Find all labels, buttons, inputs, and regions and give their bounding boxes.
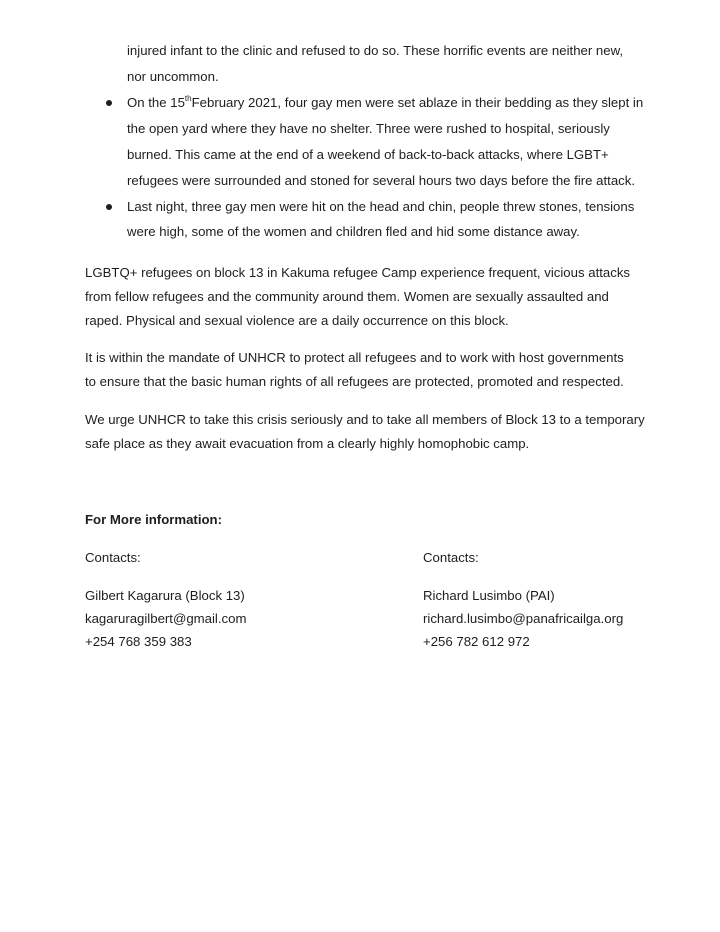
contacts-label: Contacts:	[85, 550, 141, 565]
paragraph-line: to ensure that the basic human rights of all refugees are protected, promoted and respected.	[85, 374, 624, 389]
bullet-text-suffix: February 2021, four gay men were set ablaze in their bedding as they slept in	[191, 95, 644, 110]
contact-email[interactable]: kagaruragilbert@gmail.com	[85, 611, 247, 626]
more-info-heading: For More information:	[85, 512, 222, 527]
bullet-item-line: refugees were surrounded and stoned for several hours two days before the fire attack.	[127, 173, 636, 188]
contacts-label: Contacts:	[423, 550, 479, 565]
paragraph-line: raped. Physical and sexual violence are a daily occurrence on this block.	[85, 313, 509, 328]
paragraph-line: safe place as they await evacuation from a clearly highly homophobic camp.	[85, 436, 530, 451]
ordinal-superscript: th	[184, 94, 192, 103]
contact-phone: +254 768 359 383	[85, 634, 192, 649]
contact-phone: +256 782 612 972	[423, 634, 530, 649]
bullet-continuation-line: nor uncommon.	[127, 69, 219, 84]
bullet-item-line	[127, 94, 643, 112]
bullet-item-line: burned. This came at the end of a weekend of back-to-back attacks, where LGBT+	[127, 147, 609, 162]
bullet-text-prefix: On the 15	[127, 95, 185, 110]
paragraph-line: It is within the mandate of UNHCR to protect all refugees and to work with host governments	[85, 350, 624, 365]
paragraph-line: from fellow refugees and the community around them. Women are sexually assaulted and	[85, 289, 609, 304]
paragraph-line: LGBTQ+ refugees on block 13 in Kakuma refugee Camp experience frequent, vicious attacks	[85, 265, 631, 280]
bullet-point-icon	[106, 100, 112, 106]
contact-name: Richard Lusimbo (PAI)	[423, 588, 555, 603]
bullet-item-line: the open yard where they have no shelter. Three were rushed to hospital, seriously	[127, 121, 610, 136]
bullet-point-icon	[106, 204, 112, 210]
paragraph-line: We urge UNHCR to take this crisis seriously and to take all members of Block 13 to a temporary	[85, 412, 645, 427]
bullet-item-line: Last night, three gay men were hit on the head and chin, people threw stones, tensions	[127, 199, 635, 214]
contact-name: Gilbert Kagarura (Block 13)	[85, 588, 245, 603]
bullet-continuation-line: injured infant to the clinic and refused to do so. These horrific events are neither new,	[127, 43, 624, 58]
contact-email[interactable]: richard.lusimbo@panafricailga.org	[423, 611, 624, 626]
bullet-item-line: were high, some of the women and children fled and hid some distance away.	[127, 224, 580, 239]
